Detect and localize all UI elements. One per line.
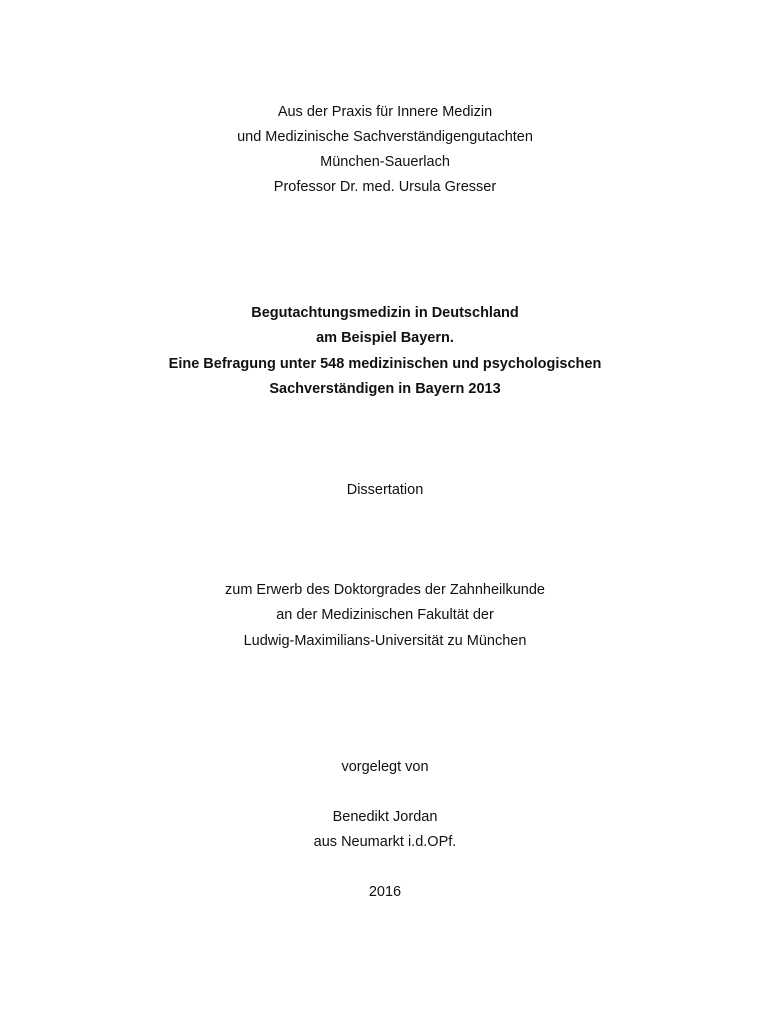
purpose-line-1: zum Erwerb des Doktorgrades der Zahnheilkunde: [225, 582, 545, 598]
title-line-2: am Beispiel Bayern.: [316, 330, 454, 346]
institution-line-1: Aus der Praxis für Innere Medizin: [277, 104, 493, 120]
submitted-by-label: vorgelegt von: [341, 759, 429, 775]
title-line-1: Begutachtungsmedizin in Deutschland: [251, 305, 519, 321]
purpose-line-3: Ludwig-Maximilians-Universität zu München: [243, 633, 527, 649]
institution-line-3: München-Sauerlach: [320, 154, 450, 170]
institution-line-4: Professor Dr. med. Ursula Gresser: [273, 179, 497, 195]
title-line-3: Eine Befragung unter 548 medizinischen und psychologischen: [168, 356, 602, 372]
purpose-line-2: an der Medizinischen Fakultät der: [276, 607, 494, 623]
year: 2016: [368, 884, 402, 900]
title-line-4: Sachverständigen in Bayern 2013: [269, 381, 501, 397]
author-name: Benedikt Jordan: [332, 809, 438, 825]
author-origin: aus Neumarkt i.d.OPf.: [313, 834, 457, 850]
institution-line-2: und Medizinische Sachverständigengutachten: [237, 129, 533, 145]
document-type: Dissertation: [346, 482, 424, 498]
